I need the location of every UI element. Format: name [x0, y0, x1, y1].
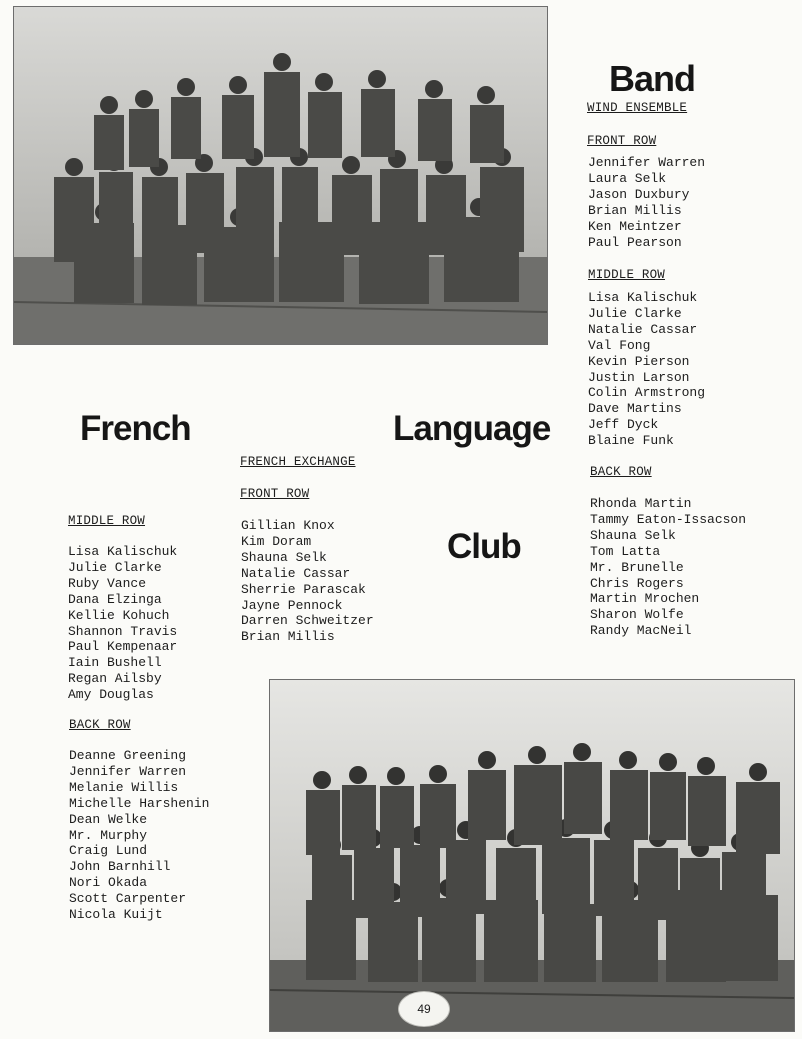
list-item: Gillian Knox [241, 518, 335, 533]
list-item: Kellie Kohuch [68, 607, 170, 623]
list-item: Rhonda Martin [590, 496, 692, 511]
list-item: Martin Mrochen [590, 591, 700, 607]
list-item: Deanne Greening [69, 748, 187, 763]
list-item: Shauna Selk [241, 549, 327, 565]
list-item: Jayne Pennock [241, 597, 343, 613]
list-item: Laura Selk [588, 170, 667, 186]
list-item: Julie Clarke [588, 305, 682, 321]
french-front-row-heading: FRONT ROW [240, 487, 310, 501]
list-item: Shannon Travis [68, 623, 178, 639]
list-item: Iain Bushell [68, 655, 162, 671]
list-item: Michelle Harshenin [69, 795, 210, 811]
list-item: Dave Martins [588, 401, 682, 417]
list-item: Mr. Murphy [69, 827, 148, 843]
list-item: Ken Meintzer [588, 218, 682, 234]
list-item: Mr. Brunelle [590, 559, 684, 575]
list-item: Kevin Pierson [588, 353, 690, 369]
list-item: Shauna Selk [590, 527, 676, 543]
french-club-group-photo [269, 679, 795, 1032]
list-item: Melanie Willis [69, 779, 179, 795]
language-title: Language [393, 409, 551, 448]
list-item: John Barnhill [69, 859, 171, 875]
band-back-row-list [590, 496, 746, 639]
list-item: Randy MacNeil [590, 623, 692, 639]
list-item: Darren Schweitzer [241, 613, 374, 629]
french-back-row-list [69, 748, 209, 923]
list-item: Kim Doram [241, 533, 312, 549]
french-middle-row-list [68, 544, 177, 703]
wind-ensemble-heading: WIND ENSEMBLE [587, 101, 688, 115]
list-item: Craig Lund [69, 843, 148, 859]
list-item: Natalie Cassar [588, 321, 698, 337]
french-back-row-heading: BACK ROW [69, 718, 131, 732]
band-title: Band [609, 58, 695, 99]
list-item: Paul Pearson [588, 234, 682, 250]
list-item: Amy Douglas [68, 687, 154, 703]
page-number: 49 [398, 991, 450, 1027]
list-item: Dean Welke [69, 811, 148, 827]
band-front-row-list [588, 155, 705, 250]
list-item: Natalie Cassar [241, 565, 351, 581]
band-front-row-heading: FRONT ROW [587, 134, 657, 148]
list-item: Brian Millis [588, 202, 682, 218]
list-item: Lisa Kalischuk [588, 290, 698, 305]
list-item: Regan Ailsby [68, 671, 162, 687]
band-middle-row-heading: MIDDLE ROW [588, 268, 666, 282]
list-item: Scott Carpenter [69, 891, 187, 907]
list-item: Val Fong [588, 337, 651, 353]
french-exchange-heading: FRENCH EXCHANGE [240, 455, 356, 469]
band-group-photo [13, 6, 548, 345]
list-item: Ruby Vance [68, 575, 147, 591]
list-item: Brian Millis [241, 629, 335, 645]
band-back-row-heading: BACK ROW [590, 465, 652, 479]
french-front-row-list [241, 518, 374, 645]
list-item: Sherrie Parascak [241, 581, 366, 597]
list-item: Julie Clarke [68, 559, 162, 575]
french-title: French [80, 409, 191, 448]
list-item: Dana Elzinga [68, 591, 162, 607]
list-item: Jennifer Warren [588, 155, 706, 170]
list-item: Paul Kempenaar [68, 639, 178, 655]
list-item: Justin Larson [588, 369, 690, 385]
list-item: Jennifer Warren [69, 763, 187, 779]
list-item: Nicola Kuijt [69, 907, 163, 923]
list-item: Sharon Wolfe [590, 607, 684, 623]
list-item: Tammy Eaton-Issacson [590, 511, 747, 527]
list-item: Lisa Kalischuk [68, 544, 178, 559]
list-item: Colin Armstrong [588, 385, 706, 401]
list-item: Tom Latta [590, 543, 661, 559]
french-middle-row-heading: MIDDLE ROW [68, 514, 146, 528]
list-item: Jeff Dyck [588, 417, 659, 433]
band-middle-row-list [588, 290, 705, 449]
list-item: Blaine Funk [588, 433, 674, 449]
list-item: Nori Okada [69, 875, 148, 891]
list-item: Jason Duxbury [588, 186, 690, 202]
list-item: Chris Rogers [590, 575, 684, 591]
club-title: Club [447, 527, 521, 566]
